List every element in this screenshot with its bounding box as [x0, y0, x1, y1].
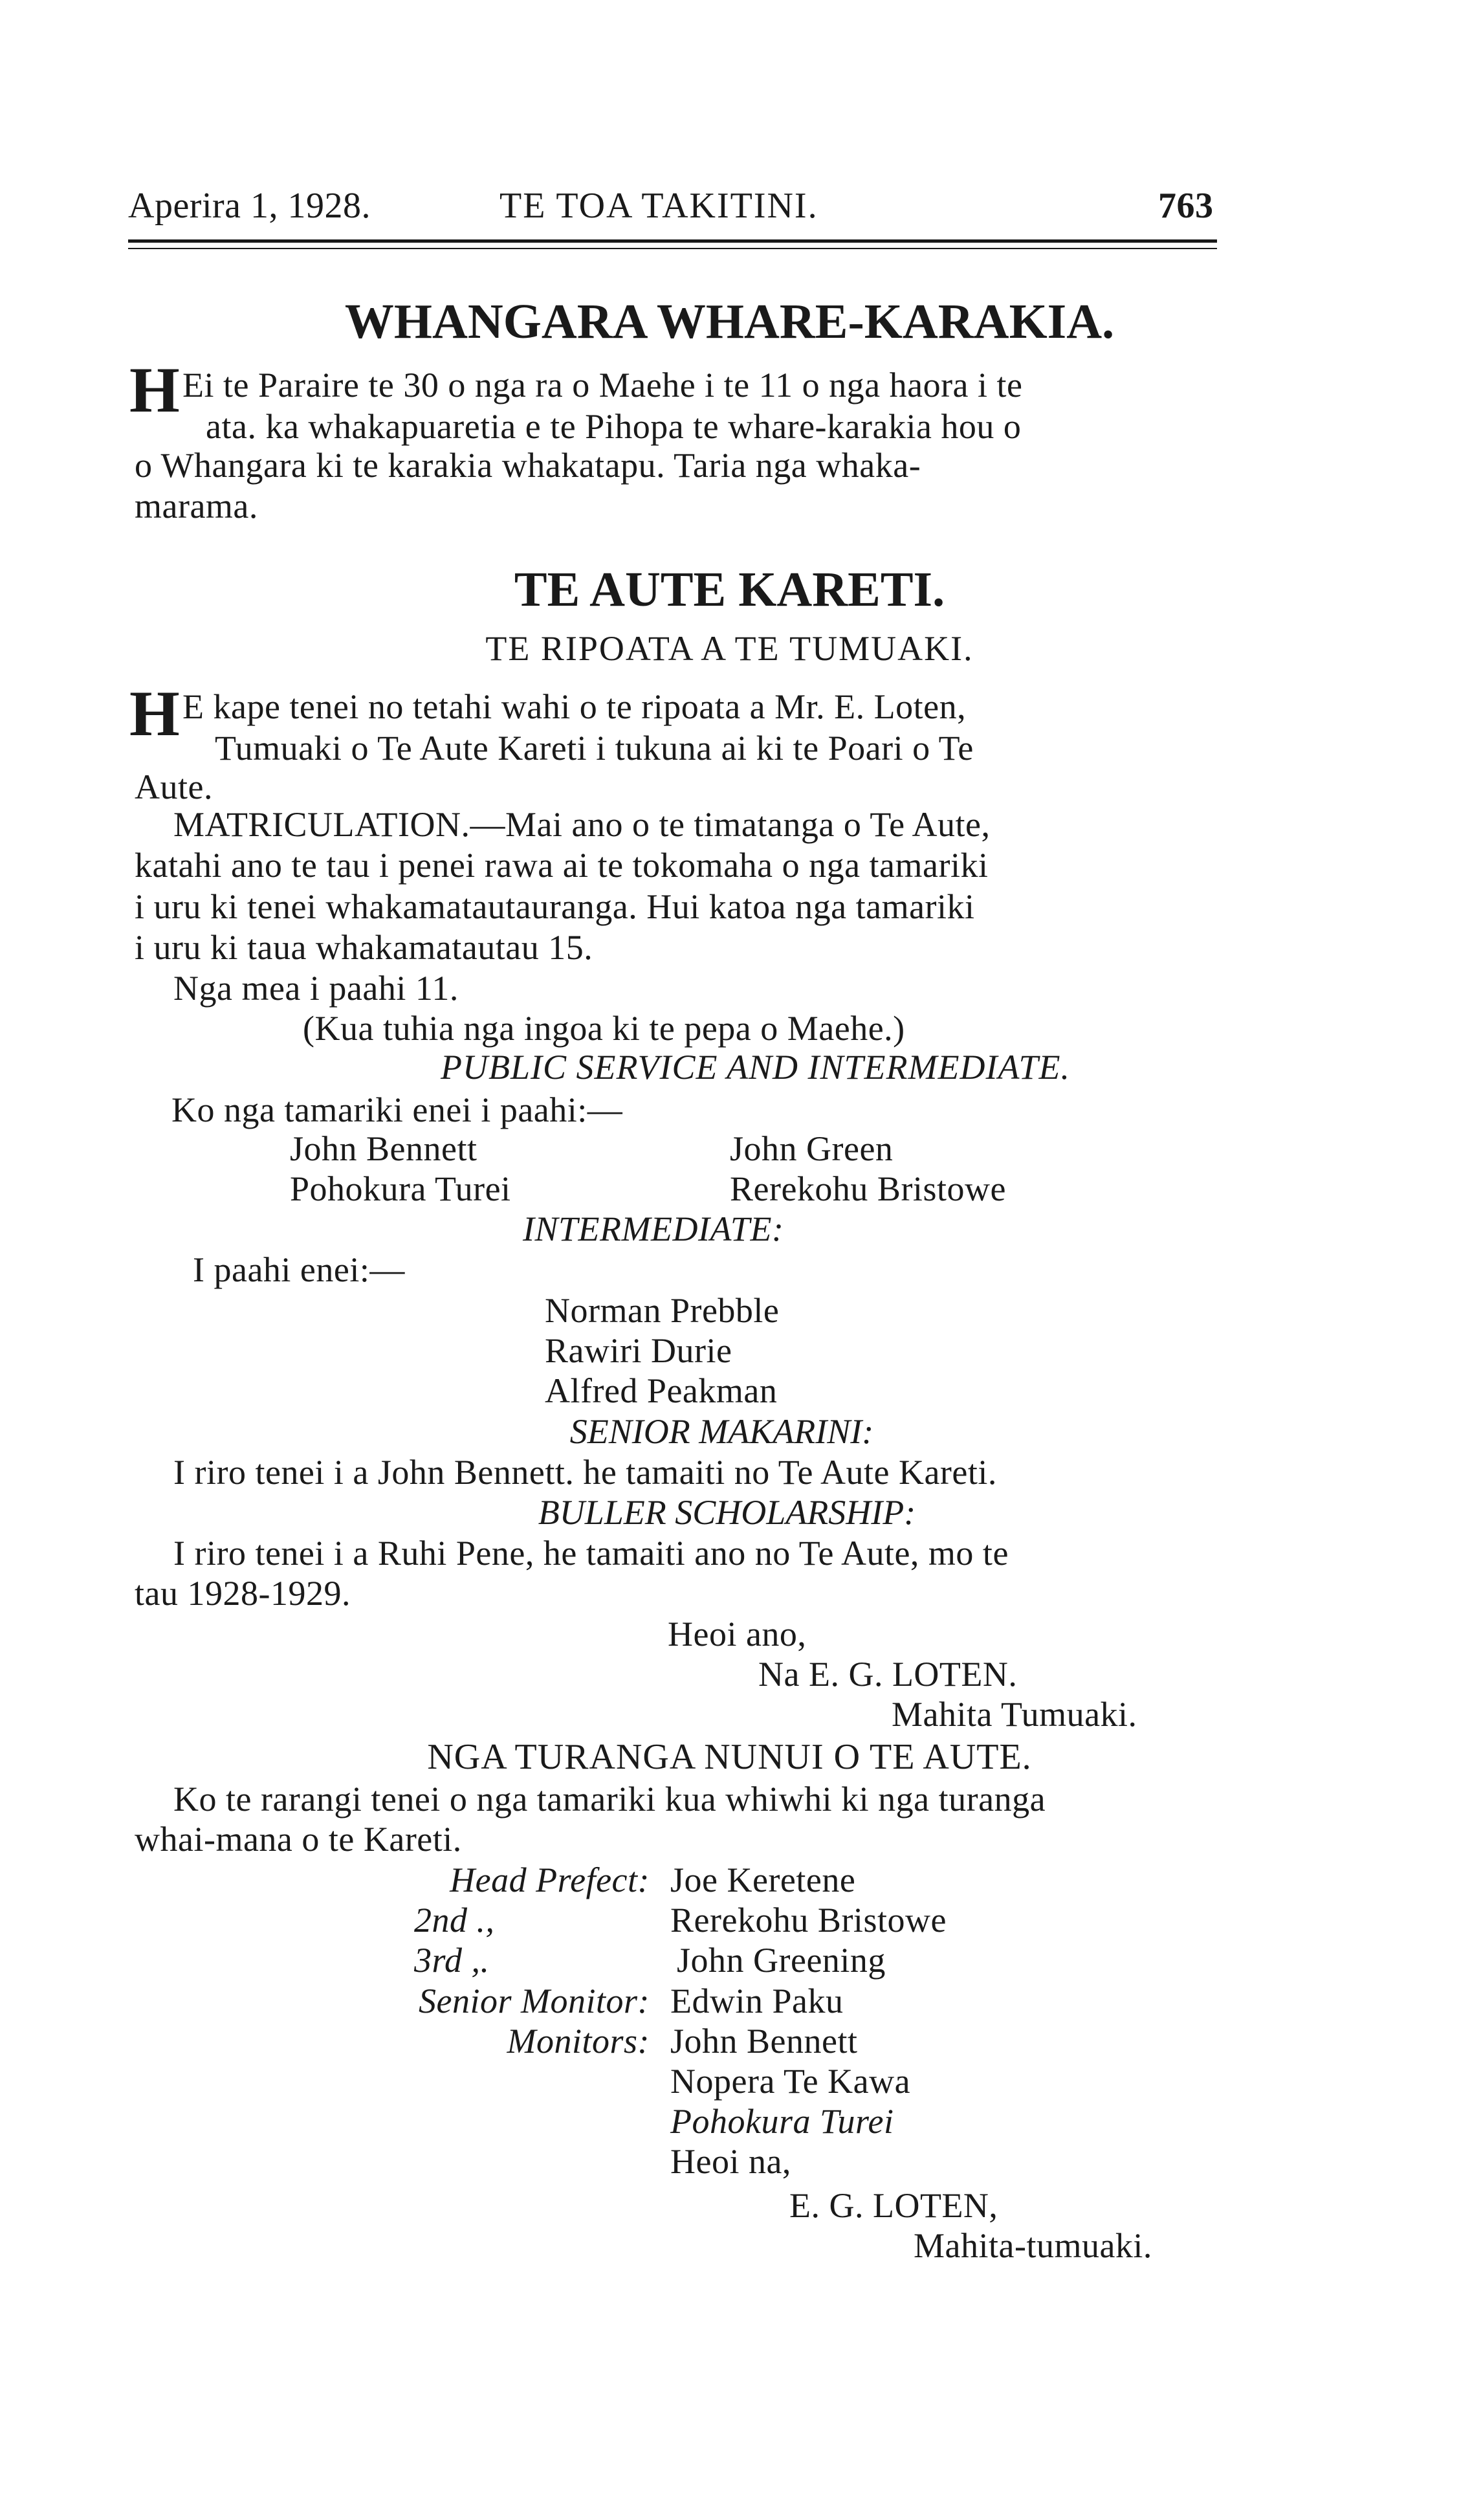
role-name-1: Joe Keretene	[670, 1861, 856, 1899]
page-number: 763	[1158, 186, 1214, 226]
role-name-3: John Greening	[677, 1941, 886, 1980]
psi-name-3: Pohokura Turei	[290, 1169, 511, 1208]
role-label-1: Head Prefect:	[450, 1861, 650, 1899]
section-heading-turanga: NGA TURANGA NUNUI O TE AUTE.	[427, 1737, 1032, 1777]
senior-heading: SENIOR MAKARINI:	[569, 1412, 874, 1451]
intermediate-heading: INTERMEDIATE:	[523, 1210, 784, 1248]
role-name-6: Nopera Te Kawa	[670, 2062, 911, 2101]
section-subheading-ripoata: TE RIPOATA A TE TUMUAKI.	[485, 629, 974, 668]
para-whangara-line-2: ata. ka whakapuaretia e te Pihopa te whare-karakia hou o	[206, 407, 1022, 446]
buller-heading: BULLER SCHOLARSHIP:	[538, 1493, 916, 1532]
psi-name-4: Rerekohu Bristowe	[730, 1169, 1006, 1208]
role-label-3: 3rd ,.	[414, 1941, 490, 1980]
psi-intro: Ko nga tamariki enei i paahi:—	[171, 1090, 623, 1129]
role-label-5: Monitors:	[507, 2022, 650, 2061]
matric-line-2: katahi ano te tau i penei rawa ai te tokomaha o nga tamariki	[135, 846, 989, 885]
intermediate-intro: I paahi enei:—	[193, 1250, 405, 1289]
role-label-4: Senior Monitor:	[419, 1982, 650, 2020]
turanga-intro-line-2: whai-mana o te Kareti.	[135, 1820, 462, 1859]
matric-line-4: i uru ki taua whakamatautau 15.	[135, 928, 593, 967]
intermediate-name-2: Rawiri Durie	[545, 1331, 732, 1370]
intermediate-name-3: Alfred Peakman	[545, 1371, 778, 1410]
role-name-5: John Bennett	[670, 2022, 858, 2061]
sign-name-2: E. G. LOTEN,	[789, 2186, 998, 2225]
intro-line-1: E kape tenei no tetahi wahi o te ripoata a Mr. E. Loten,	[182, 687, 967, 726]
dropcap-2: H	[129, 678, 180, 749]
turanga-intro-line-1: Ko te rarangi tenei o nga tamariki kua whiwhi ki nga turanga	[173, 1780, 1046, 1818]
sign-title-2: Mahita-tumuaki.	[914, 2226, 1152, 2265]
header-rule-thin	[128, 248, 1217, 249]
psi-name-2: John Green	[730, 1129, 894, 1168]
para-whangara-line-1: Ei te Paraire te 30 o nga ra o Maehe i te 11 o nga haora i te	[182, 366, 1023, 404]
dropcap-1: H	[129, 354, 180, 426]
sign-heoi-1: Heoi ano,	[668, 1615, 807, 1653]
header-date: Aperira 1, 1928.	[128, 186, 371, 226]
section-heading-te-aute: TE AUTE KARETI.	[514, 562, 945, 617]
sign-name-1: Na E. G. LOTEN.	[758, 1655, 1018, 1694]
psi-heading: PUBLIC SERVICE AND INTERMEDIATE.	[441, 1048, 1070, 1087]
passed-count: Nga mea i paahi 11.	[173, 969, 459, 1008]
role-name-2: Rerekohu Bristowe	[670, 1901, 947, 1940]
senior-text: I riro tenei i a John Bennett. he tamaiti no Te Aute Kareti.	[173, 1453, 997, 1492]
matric-line-3: i uru ki tenei whakamatautauranga. Hui katoa nga tamariki	[135, 887, 975, 926]
header-rule-thick	[128, 239, 1217, 243]
psi-name-1: John Bennett	[290, 1129, 477, 1168]
buller-line-1: I riro tenei i a Ruhi Pene, he tamaiti ano no Te Aute, mo te	[173, 1534, 1009, 1573]
role-label-2: 2nd .,	[414, 1901, 495, 1940]
header-title: TE TOA TAKITINI.	[499, 186, 818, 226]
role-name-7: Pohokura Turei	[670, 2102, 894, 2141]
pepa-note: (Kua tuhia nga ingoa ki te pepa o Maehe.)	[303, 1009, 905, 1048]
intro-line-2: Tumuaki o Te Aute Kareti i tukuna ai ki te Poari o Te	[215, 729, 974, 768]
intermediate-name-1: Norman Prebble	[545, 1291, 780, 1330]
para-whangara-line-3: o Whangara ki te karakia whakatapu. Taria nga whaka-	[135, 446, 921, 485]
sign-heoi-2: Heoi na,	[670, 2142, 791, 2181]
matric-line-1: MATRICULATION.—Mai ano o te timatanga o Te Aute,	[173, 805, 991, 844]
role-name-4: Edwin Paku	[670, 1982, 844, 2020]
buller-line-2: tau 1928-1929.	[135, 1574, 351, 1613]
para-whangara-line-4: marama.	[135, 487, 258, 525]
section-heading-whangara: WHANGARA WHARE-KARAKIA.	[344, 294, 1115, 349]
sign-title-1: Mahita Tumuaki.	[892, 1695, 1137, 1734]
intro-line-3: Aute.	[135, 768, 213, 806]
